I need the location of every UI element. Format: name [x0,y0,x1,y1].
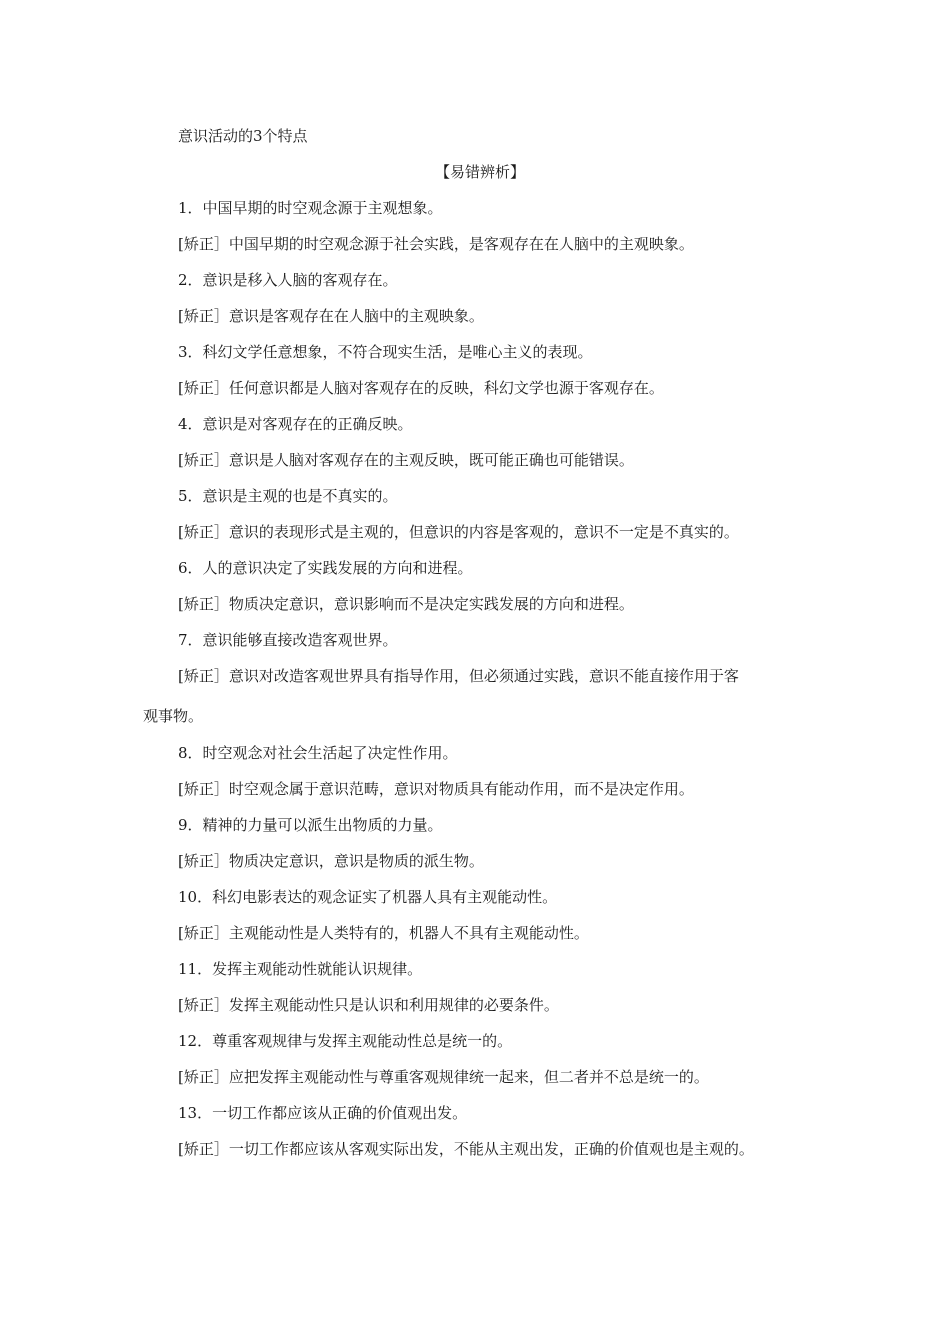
question-7: 7．意识能够直接改造客观世界。 [178,631,398,649]
question-12: 12．尊重客观规律与发挥主观能动性总是统一的。 [178,1032,513,1050]
correction-11: [矫正］发挥主观能动性只是认识和利用规律的必要条件。 [178,996,559,1014]
question-4: 4．意识是对客观存在的正确反映。 [178,415,413,433]
question-1: 1．中国早期的时空观念源于主观想象。 [178,199,443,217]
correction-4: [矫正］意识是人脑对客观存在的主观反映，既可能正确也可能错误。 [178,451,634,469]
correction-2: [矫正］意识是客观存在在人脑中的主观映象。 [178,307,484,325]
question-8: 8．时空观念对社会生活起了决定性作用。 [178,744,458,762]
question-3: 3．科幻文学任意想象，不符合现实生活，是唯心主义的表现。 [178,343,593,361]
correction-1: [矫正］中国早期的时空观念源于社会实践，是客观存在在人脑中的主观映象。 [178,235,694,253]
question-9: 9．精神的力量可以派生出物质的力量。 [178,816,443,834]
question-13: 13．一切工作都应该从正确的价值观出发。 [178,1104,468,1122]
question-2: 2．意识是移入人脑的客观存在。 [178,271,398,289]
correction-8: [矫正］时空观念属于意识范畴，意识对物质具有能动作用，而不是决定作用。 [178,780,694,798]
correction-3: [矫正］任何意识都是人脑对客观存在的反映，科幻文学也源于客观存在。 [178,379,664,397]
question-11: 11．发挥主观能动性就能认识规律。 [178,960,423,978]
question-10: 10．科幻电影表达的观念证实了机器人具有主观能动性。 [178,888,558,906]
correction-7-continued: 观事物。 [143,707,204,725]
correction-13: [矫正］一切工作都应该从客观实际出发，不能从主观出发，正确的价值观也是主观的。 [178,1140,754,1158]
correction-6: [矫正］物质决定意识，意识影响而不是决定实践发展的方向和进程。 [178,595,634,613]
section-title: 意识活动的3个特点 [178,127,308,145]
correction-7: [矫正］意识对改造客观世界具有指导作用，但必须通过实践，意识不能直接作用于客 [178,667,739,685]
correction-5: [矫正］意识的表现形式是主观的，但意识的内容是客观的，意识不一定是不真实的。 [178,523,739,541]
question-6: 6．人的意识决定了实践发展的方向和进程。 [178,559,473,577]
question-5: 5．意识是主观的也是不真实的。 [178,487,398,505]
correction-9: [矫正］物质决定意识，意识是物质的派生物。 [178,852,484,870]
heading-error-analysis: 【易错辨析】 [434,163,525,181]
correction-10: [矫正］主观能动性是人类特有的，机器人不具有主观能动性。 [178,924,589,942]
correction-12: [矫正］应把发挥主观能动性与尊重客观规律统一起来，但二者并不总是统一的。 [178,1068,709,1086]
